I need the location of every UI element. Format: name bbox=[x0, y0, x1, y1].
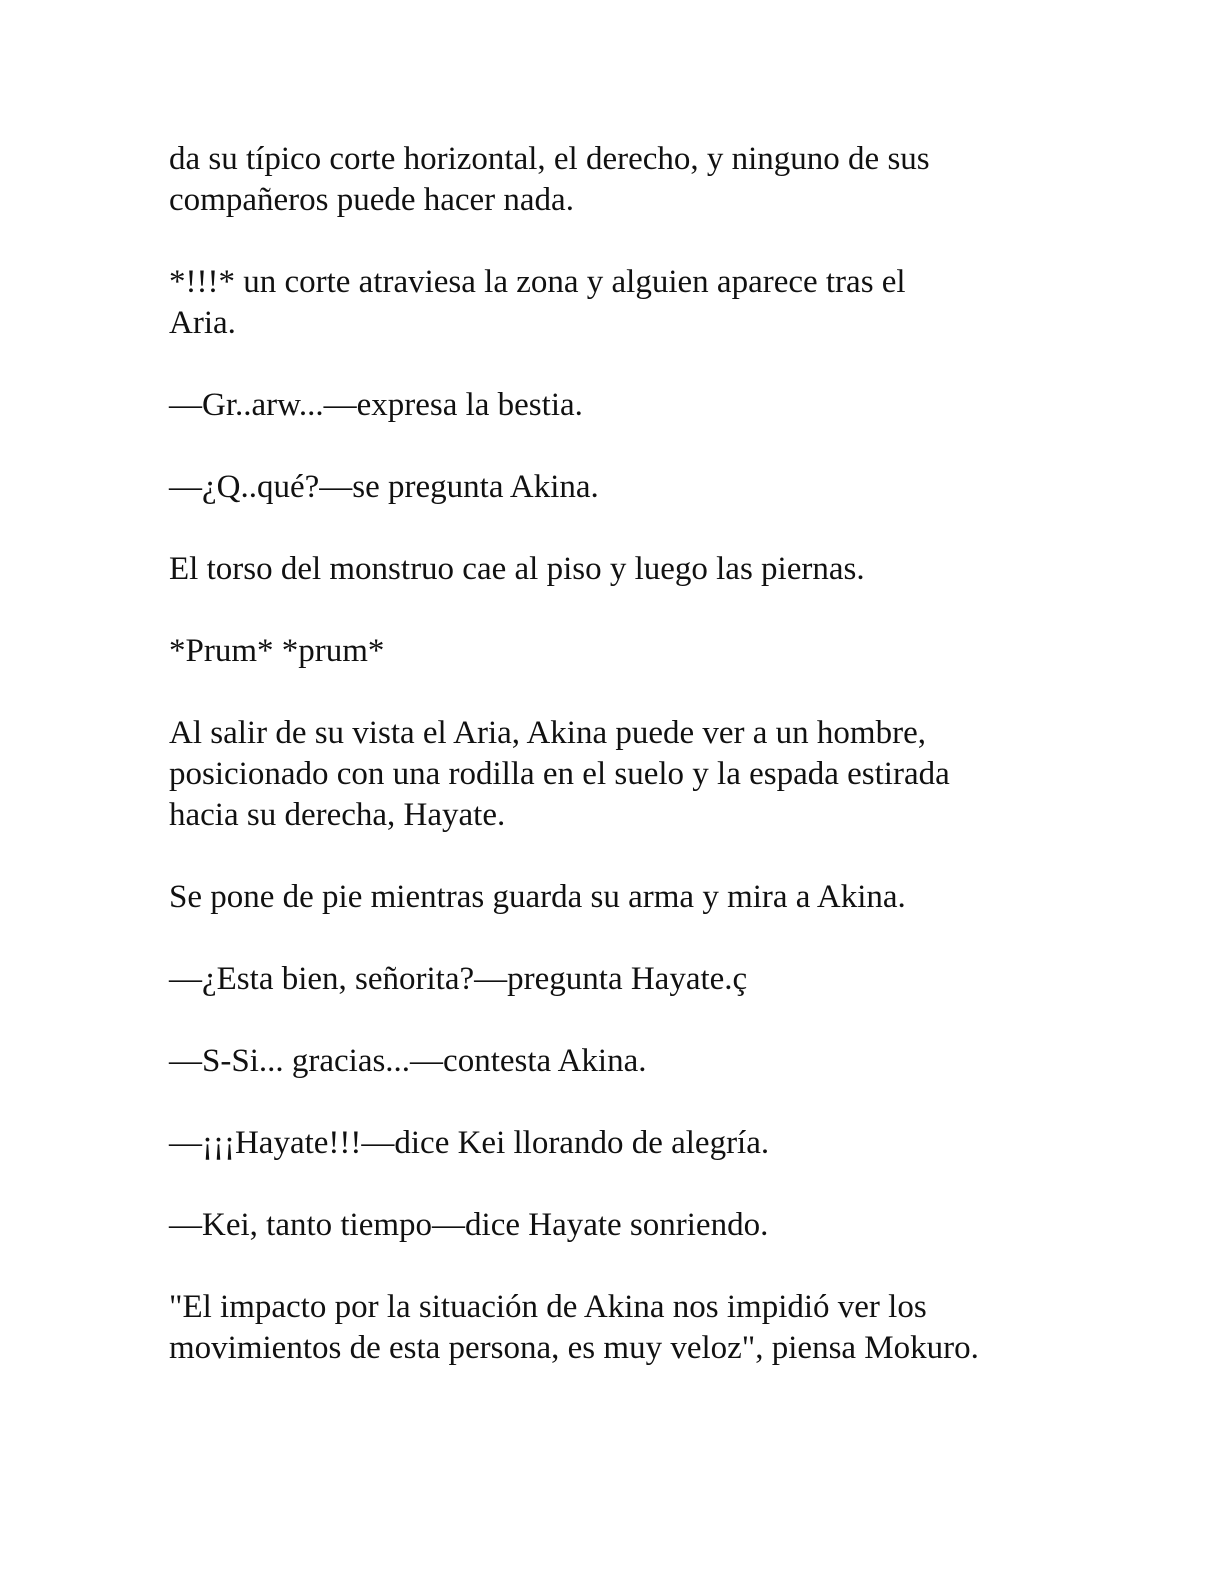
paragraph: "El impacto por la situación de Akina nos impidió ver los movimientos de esta persona, es muy veloz", piensa Mokuro. bbox=[169, 1289, 979, 1366]
paragraph: —S-Si... gracias...—contesta Akina. bbox=[169, 1043, 647, 1079]
body-text bbox=[169, 139, 1089, 1410]
paragraph: Se pone de pie mientras guarda su arma y mira a Akina. bbox=[169, 879, 906, 915]
paragraph: El torso del monstruo cae al piso y luego las piernas. bbox=[169, 551, 865, 587]
paragraph: Al salir de su vista el Aria, Akina puede ver a un hombre, posicionado con una rodilla en el suelo y la espada estirada hacia su derecha, Hayate. bbox=[169, 715, 950, 833]
paragraph: *Prum* *prum* bbox=[169, 633, 385, 669]
paragraph: —¡¡¡Hayate!!!—dice Kei llorando de alegría. bbox=[169, 1125, 770, 1161]
paragraph: —Kei, tanto tiempo—dice Hayate sonriendo. bbox=[169, 1207, 769, 1243]
paragraph: —Gr..arw...—expresa la bestia. bbox=[169, 387, 583, 423]
paragraph: da su típico corte horizontal, el derecho, y ninguno de sus compañeros puede hacer nada. bbox=[169, 141, 930, 218]
paragraph: —¿Esta bien, señorita?—pregunta Hayate.ç bbox=[169, 961, 748, 997]
paragraph: —¿Q..qué?—se pregunta Akina. bbox=[169, 469, 599, 505]
paragraph: *!!!* un corte atraviesa la zona y alguien aparece tras el Aria. bbox=[169, 264, 906, 341]
